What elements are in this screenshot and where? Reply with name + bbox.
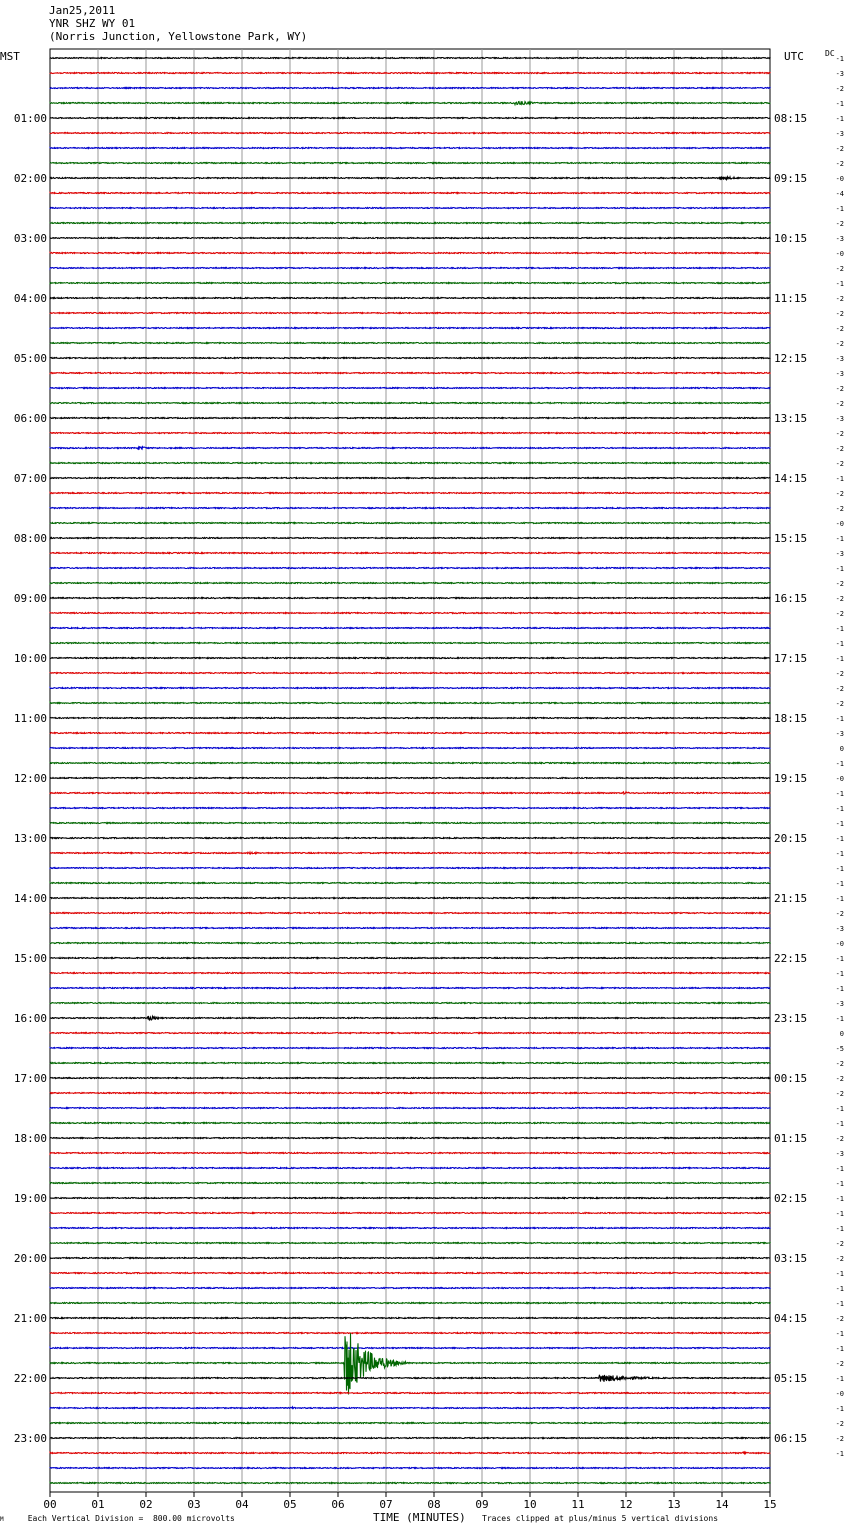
trace-row — [50, 1333, 771, 1394]
trace-row — [50, 763, 771, 764]
trace-row — [50, 583, 771, 584]
trace-row — [50, 1483, 771, 1484]
trace-row — [50, 568, 771, 569]
x-tick-label: 03 — [187, 1498, 201, 1511]
x-tick-label: 14 — [715, 1498, 729, 1511]
trace-row — [50, 973, 771, 974]
trace-row — [50, 883, 771, 884]
dc-offset-value: -1 — [835, 1225, 844, 1233]
trace-row — [50, 253, 771, 254]
trace-row — [50, 852, 771, 854]
trace-row — [50, 298, 771, 299]
trace-row — [50, 463, 771, 464]
right-hour-label: 08:15 — [774, 112, 808, 125]
trace-row — [50, 88, 771, 89]
dc-offset-value: -2 — [835, 490, 844, 498]
trace-row — [50, 1407, 771, 1409]
trace-row — [50, 283, 771, 284]
x-tick-label: 08 — [427, 1498, 441, 1511]
right-hour-label: 22:15 — [774, 952, 808, 965]
right-hour-label: 11:15 — [774, 292, 808, 305]
dc-offset-value: -2 — [835, 295, 844, 303]
x-tick-label: 15 — [763, 1498, 777, 1511]
dc-offset-value: -2 — [835, 1135, 844, 1143]
trace-row — [50, 101, 771, 104]
trace-row — [50, 433, 771, 434]
trace-row — [50, 898, 771, 899]
trace-row — [50, 118, 771, 119]
dc-offset-value: -0 — [835, 250, 844, 258]
right-hour-label: 06:15 — [774, 1432, 808, 1445]
dc-offset-value: -1 — [835, 1345, 844, 1353]
dc-offset-value: -3 — [835, 235, 844, 243]
trace-row — [50, 1108, 771, 1109]
trace-row — [50, 643, 771, 644]
trace-row — [50, 778, 771, 779]
dc-offset-value: -1 — [835, 970, 844, 978]
x-tick-label: 09 — [475, 1498, 489, 1511]
trace-row — [50, 1078, 771, 1079]
x-tick-label: 10 — [523, 1498, 537, 1511]
trace-row — [50, 673, 771, 674]
trace-row — [50, 208, 771, 209]
dc-offset-value: -2 — [835, 220, 844, 228]
right-hour-label: 14:15 — [774, 472, 808, 485]
dc-offset-value: -1 — [835, 100, 844, 108]
x-tick-label: 07 — [379, 1498, 393, 1511]
dc-offset-value: -2 — [835, 670, 844, 678]
dc-offset-value: -2 — [835, 610, 844, 618]
trace-row — [50, 343, 771, 344]
dc-offset-value: -2 — [835, 385, 844, 393]
dc-offset-value: -2 — [835, 1435, 844, 1443]
trace-row — [50, 388, 771, 389]
dc-offset-value: -1 — [835, 1015, 844, 1023]
vertical-division-note: Each Vertical Division = 800.00 microvolts — [27, 1514, 235, 1523]
trace-row — [50, 1003, 771, 1004]
dc-offset-value: -2 — [835, 1090, 844, 1098]
dc-offset-value: -1 — [835, 1330, 844, 1338]
right-hour-label: 02:15 — [774, 1192, 808, 1205]
trace-row — [50, 748, 771, 749]
dc-offset-value: -2 — [835, 580, 844, 588]
trace-row — [50, 658, 771, 659]
dc-offset-value: -2 — [835, 160, 844, 168]
right-hour-label: 01:15 — [774, 1132, 808, 1145]
dc-offset-value: -2 — [835, 340, 844, 348]
left-hour-label: 01:00 — [13, 112, 47, 125]
dc-offset-value: -1 — [835, 1210, 844, 1218]
trace-row — [50, 823, 771, 824]
right-hour-label: 15:15 — [774, 532, 808, 545]
left-hour-label: 05:00 — [13, 352, 47, 365]
x-tick-label: 13 — [667, 1498, 681, 1511]
dc-offset-value: -2 — [835, 400, 844, 408]
dc-offset-value: -3 — [835, 415, 844, 423]
dc-offset-value: -1 — [835, 865, 844, 873]
dc-offset-value: -0 — [835, 775, 844, 783]
dc-offset-value: -4 — [835, 190, 844, 198]
station-location: (Norris Junction, Yellowstone Park, WY) — [49, 30, 308, 43]
trace-row — [50, 1288, 771, 1289]
trace-row — [50, 328, 771, 329]
trace-row — [50, 838, 771, 839]
trace-row — [50, 1093, 771, 1094]
left-hour-label: 23:00 — [13, 1432, 47, 1445]
dc-offset-value: -3 — [835, 925, 844, 933]
left-hour-label: 14:00 — [13, 892, 47, 905]
dc-offset-value: -2 — [835, 1255, 844, 1263]
dc-offset-value: -2 — [835, 325, 844, 333]
dc-offset-value: -2 — [835, 265, 844, 273]
x-tick-label: 12 — [619, 1498, 633, 1511]
dc-offset-value: -2 — [835, 910, 844, 918]
dc-offset-value: -0 — [835, 520, 844, 528]
dc-offset-value: -1 — [835, 280, 844, 288]
dc-offset-value: -2 — [835, 1060, 844, 1068]
trace-row — [50, 1375, 771, 1382]
trace-row — [50, 1423, 771, 1424]
dc-offset-value: -1 — [835, 1180, 844, 1188]
left-hour-label: 20:00 — [13, 1252, 47, 1265]
dc-offset-value: -2 — [835, 505, 844, 513]
trace-row — [50, 808, 771, 809]
dc-offset-value: -2 — [835, 1420, 844, 1428]
dc-offset-value: -1 — [835, 1105, 844, 1113]
dc-offset-value: -1 — [835, 1270, 844, 1278]
dc-offset-value: -2 — [835, 1240, 844, 1248]
x-tick-label: 11 — [571, 1498, 585, 1511]
station-code: YNR SHZ WY 01 — [49, 17, 136, 30]
dc-offset-value: -1 — [835, 115, 844, 123]
left-hour-label: 15:00 — [13, 952, 47, 965]
trace-row — [50, 1123, 771, 1124]
trace-row — [50, 538, 771, 539]
dc-offset-value: -3 — [835, 1000, 844, 1008]
dc-offset-value: -2 — [835, 445, 844, 453]
dc-offset-value: -1 — [835, 565, 844, 573]
dc-offset-value: -1 — [835, 835, 844, 843]
dc-offset-value: 0 — [839, 745, 844, 753]
right-timezone-label: UTC — [784, 50, 804, 63]
x-tick-label: 01 — [91, 1498, 105, 1511]
trace-row — [50, 1033, 771, 1034]
trace-row — [50, 688, 771, 689]
trace-row — [50, 1153, 771, 1154]
dc-offset-value: -1 — [835, 640, 844, 648]
right-hour-label: 16:15 — [774, 592, 808, 605]
trace-row — [50, 176, 771, 180]
dc-offset-value: -1 — [835, 655, 844, 663]
right-hour-label: 21:15 — [774, 892, 808, 905]
trace-row — [50, 58, 771, 59]
dc-offset-value: -1 — [835, 895, 844, 903]
dc-offset-value: -1 — [835, 955, 844, 963]
dc-offset-value: -3 — [835, 730, 844, 738]
trace-row — [50, 1213, 771, 1214]
left-hour-label: 10:00 — [13, 652, 47, 665]
trace-row — [50, 418, 771, 419]
trace-row — [50, 792, 771, 794]
dc-offset-value: -2 — [835, 595, 844, 603]
dc-offset-value: -1 — [835, 205, 844, 213]
trace-row — [50, 373, 771, 374]
left-hour-label: 22:00 — [13, 1372, 47, 1385]
trace-row — [50, 1063, 771, 1064]
left-hour-label: 12:00 — [13, 772, 47, 785]
clip-note: Traces clipped at plus/minus 5 vertical divisions — [482, 1514, 719, 1523]
left-hour-label: 21:00 — [13, 1312, 47, 1325]
left-hour-label: 16:00 — [13, 1012, 47, 1025]
trace-row — [50, 1318, 771, 1319]
trace-row — [50, 958, 771, 959]
dc-offset-value: -1 — [835, 985, 844, 993]
dc-offset-value: 0 — [839, 1030, 844, 1038]
dc-offset-value: -1 — [835, 475, 844, 483]
dc-offset-value: -1 — [835, 1450, 844, 1458]
dc-offset-value: -1 — [835, 1285, 844, 1293]
dc-offset-value: -3 — [835, 130, 844, 138]
left-hour-label: 02:00 — [13, 172, 47, 185]
trace-row — [50, 1452, 771, 1454]
x-tick-label: 02 — [139, 1498, 153, 1511]
right-hour-label: 23:15 — [774, 1012, 808, 1025]
trace-row — [50, 628, 771, 629]
left-hour-label: 03:00 — [13, 232, 47, 245]
left-hour-label: 17:00 — [13, 1072, 47, 1085]
trace-row — [50, 133, 771, 134]
trace-row — [50, 403, 771, 404]
dc-offset-value: -1 — [835, 805, 844, 813]
dc-offset-value: -1 — [835, 1165, 844, 1173]
left-hour-label: 19:00 — [13, 1192, 47, 1205]
left-hour-label: 04:00 — [13, 292, 47, 305]
plot-frame — [50, 49, 770, 1492]
dc-offset-value: -3 — [835, 550, 844, 558]
right-hour-label: 12:15 — [774, 352, 808, 365]
dc-offset-value: -1 — [835, 880, 844, 888]
left-hour-label: 09:00 — [13, 592, 47, 605]
trace-row — [50, 1048, 771, 1049]
trace-row — [50, 268, 771, 269]
trace-row — [50, 478, 771, 479]
dc-offset-value: -2 — [835, 145, 844, 153]
x-tick-label: 04 — [235, 1498, 249, 1511]
trace-row — [50, 928, 771, 929]
left-hour-label: 07:00 — [13, 472, 47, 485]
trace-row — [50, 1138, 771, 1139]
trace-row — [50, 1393, 771, 1394]
trace-row — [50, 1273, 771, 1274]
dc-offset-value: -1 — [835, 820, 844, 828]
dc-offset-value: -2 — [835, 685, 844, 693]
trace-row — [50, 1168, 771, 1169]
trace-row — [50, 553, 771, 554]
dc-offset-value: -1 — [835, 1300, 844, 1308]
trace-row — [50, 523, 771, 524]
trace-row — [50, 238, 771, 239]
trace-row — [50, 1016, 771, 1020]
left-hour-label: 06:00 — [13, 412, 47, 425]
x-tick-label: 05 — [283, 1498, 297, 1511]
trace-row — [50, 223, 771, 224]
trace-row — [50, 1348, 771, 1349]
trace-row — [50, 988, 771, 989]
trace-row — [50, 1333, 771, 1334]
dc-offset-value: -1 — [835, 1195, 844, 1203]
dc-offset-value: -1 — [835, 760, 844, 768]
dc-offset-value: -0 — [835, 1390, 844, 1398]
x-tick-label: 00 — [43, 1498, 57, 1511]
right-hour-label: 03:15 — [774, 1252, 808, 1265]
trace-row — [50, 703, 771, 704]
trace-row — [50, 1243, 771, 1244]
trace-row — [50, 163, 771, 164]
right-hour-label: 00:15 — [774, 1072, 808, 1085]
scale-note — [0, 1514, 235, 1523]
dc-offset-value: -3 — [835, 1150, 844, 1158]
left-timezone-label: MST — [0, 50, 20, 63]
dc-offset-value: -0 — [835, 940, 844, 948]
trace-row — [50, 508, 771, 509]
dc-offset-value: -2 — [835, 85, 844, 93]
dc-offset-value: -2 — [835, 430, 844, 438]
dc-offset-value: -2 — [835, 460, 844, 468]
trace-row — [50, 1258, 771, 1259]
right-hour-label: 05:15 — [774, 1372, 808, 1385]
dc-offset-value: -3 — [835, 70, 844, 78]
x-axis-title: TIME (MINUTES) — [373, 1511, 466, 1524]
left-hour-label: 13:00 — [13, 832, 47, 845]
dc-offset-value: -2 — [835, 310, 844, 318]
dc-offset-value: -1 — [835, 1375, 844, 1383]
dc-offset-value: -1 — [835, 790, 844, 798]
trace-row — [50, 598, 771, 599]
right-hour-label: 09:15 — [774, 172, 808, 185]
left-hour-label: 18:00 — [13, 1132, 47, 1145]
trace-row — [50, 493, 771, 494]
trace-row — [50, 868, 771, 869]
right-hour-label: 18:15 — [774, 712, 808, 725]
trace-row — [50, 943, 771, 944]
trace-row — [50, 718, 771, 719]
trace-row — [50, 1438, 771, 1439]
trace-row — [50, 73, 771, 74]
right-hour-label: 19:15 — [774, 772, 808, 785]
dc-offset-value: -2 — [835, 1315, 844, 1323]
right-hour-label: 04:15 — [774, 1312, 808, 1325]
trace-row — [50, 1198, 771, 1199]
dc-offset-value: -2 — [835, 1075, 844, 1083]
dc-offset-value: -1 — [835, 1120, 844, 1128]
trace-row — [50, 447, 771, 450]
dc-offset-value: -1 — [835, 625, 844, 633]
trace-row — [50, 193, 771, 194]
dc-offset-value: -2 — [835, 1360, 844, 1368]
trace-row — [50, 1303, 771, 1304]
corner-mark: M — [0, 1516, 4, 1523]
trace-row — [50, 313, 771, 314]
trace-row — [50, 1468, 771, 1469]
dc-offset-value: -3 — [835, 370, 844, 378]
trace-row — [50, 613, 771, 614]
dc-offset-value: -3 — [835, 355, 844, 363]
right-hour-label: 13:15 — [774, 412, 808, 425]
trace-row — [50, 1228, 771, 1229]
dc-offset-value: -1 — [835, 715, 844, 723]
dc-offset-value: -1 — [835, 55, 844, 63]
dc-offset-value: -1 — [835, 1405, 844, 1413]
dc-offset-value: -2 — [835, 700, 844, 708]
trace-row — [50, 1183, 771, 1184]
trace-row — [50, 148, 771, 149]
left-hour-label: 11:00 — [13, 712, 47, 725]
left-hour-label: 08:00 — [13, 532, 47, 545]
recording-date: Jan25,2011 — [49, 4, 116, 17]
x-tick-label: 06 — [331, 1498, 345, 1511]
dc-offset-value: -5 — [835, 1045, 844, 1053]
trace-row — [50, 913, 771, 914]
dc-offset-value: -1 — [835, 850, 844, 858]
dc-offset-value: -0 — [835, 175, 844, 183]
dc-offset-value: -1 — [835, 535, 844, 543]
trace-row — [50, 358, 771, 359]
trace-row — [50, 733, 771, 734]
right-hour-label: 20:15 — [774, 832, 808, 845]
dc-offset-header: DC — [825, 49, 835, 58]
right-hour-label: 17:15 — [774, 652, 808, 665]
right-hour-label: 10:15 — [774, 232, 808, 245]
